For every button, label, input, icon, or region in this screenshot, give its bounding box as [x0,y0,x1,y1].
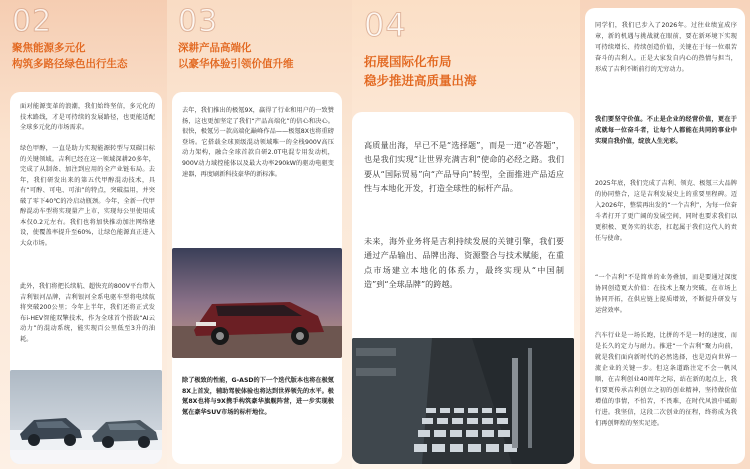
paragraph: 此外，我们将把长续航、超快充的800V平台带入吉利银河品牌，吉利银河全系电驱车型将电续航将突破200公里；今年上半年，我们还将正式发布i-HEV智能双擎技术，作为全球首个搭载“AI云动力”的混动系统，能实现百公里低至3升的油耗。 [20,283,155,343]
section-03-header [167,0,352,88]
section-04-card [352,112,574,464]
section-04-header [352,0,580,88]
section-title-line2: 以豪华体验引领价值升维 [178,58,294,70]
paragraph: 高质量出海，早已不是“选择题”，而是一道“必答题”，也是我们实现“让世界充满吉利”使命的必经之路。我们要从“国际贸易”向“产品导向”转型，全面推进产品适应性与本地化开发，打造全球性的标杆产品。 [364,140,564,193]
section-title-line1: 深耕产品高端化 [178,42,252,54]
paragraph: 2025年底，我们完成了吉利、领克、极氪三大品牌的协同整合，这是吉利发展史上的重要里程碑。迈入2026年，整装再出发的“一个吉利”，为每一位奋斗者打开了更广阔的发展空间，同时也要求我们以更积极、更务实的状态，扛起属于我们这代人的责任与使命。 [595,180,737,242]
paragraph: 去年，我们推出的极氪9X，赢得了行业和用户的一致赞扬，这也更加坚定了我们“产品高端化”的信心和决心。很快，极氪另一款高端化巅峰作品——极氪8X也将重磅登场。它搭载全球顶级混动领域唯一的全栈900V高压动力架构，融合全球首款自研2.0T电混专用发动机，900V动力域控能体以及最大功率290kW的驱动电驱变速器，再度刷新科技豪华的新标准。 [182,107,334,178]
section-02-card [10,92,162,464]
closing-letter-card [585,8,745,464]
paragraph-bold: 我们要坚守价值。不止是企业的经营价值，更在于成就每一位奋斗者，让每个人都能在共同的事业中实现自我价值，绽放人生光彩。 [595,116,737,145]
paragraph: 面对能源变革的浪潮，我们始终坚信，多元化的技术路线，才是可持续的发展路径，也更能适配全球多元化的市场需求。 [20,103,155,131]
zeekr-9x-photo [172,248,342,358]
section-title-line2: 稳步推进高质量出海 [364,73,477,88]
section-title-line2: 构筑多路径绿色出行生态 [12,58,128,70]
paragraph: 未来，海外业务将是吉利持续发展的关键引擎，我们要通过产品输出、品牌出海、资源整合与技术赋能，在重点市场建立本地化的体系力，最终实现从“中国制造”到“全球品牌”的跨越。 [364,236,564,289]
paragraph: 汽车行业是一场长跑，比拼的不是一时的速度，而是长久的定力与耐力。推进“一个吉利”聚力向前，就是我们面向新时代的必然选择，也是迈向世界一流企业的关键一步。但这条道路注定不会一帆风顺，在吉利创业40周年之际，站在新的起点上，我们要更传承吉利创立之初的创业精神，坚持做价值增值的事情，不怕苦，不畏难，在时代风浪中砥砺行进。我坚信，这段二次创业的征程，终将成为我们再创辉煌的坚实足迹。 [595,332,737,427]
paragraph: 绿色甲醇，一直是助力实现能源转型与双碳目标的关键领域。吉利已经在这一领域深耕20多年，完成了从制备、加注到应用的全产业链布局。去年，我们研发出来的第五代甲醇混动技术，具有“可醇、可电、可油”的特点，突破温用，并突破了零下40℃的冷启动瓶颈。今年，全新一代甲醇混动车型将实现量产上市，实现每公里使用成本仅0.2元左右。我们也将加快推动加注网络建设，使覆盖率提升至60%，让绿色能源真正进入大众市场。 [20,145,155,247]
paragraph-bold: 除了极致的性能，G-ASD的下一个迭代版本也将在极氪8X上首发，辅助驾驶体验也将达到世界领先的水平。极氪8X也将与9X携手构筑豪华旗舰阵营，进一步实现极氪在豪华SUV市场的标杆地位。 [182,377,334,416]
section-number: 04 [364,6,407,44]
section-title-line1: 聚焦能源多元化 [12,42,86,54]
car-carrier-deck-photo [352,338,574,464]
section-title-line1: 拓展国际化布局 [364,54,452,69]
section-number: 02 [12,4,53,39]
paragraph: “一个吉利”不是简单的业务叠加，而是要通过深度协同创造更大价值：在技术上聚力突破，在市场上协同开拓，在供应链上提质增效，不断提升研发与运营效率。 [595,274,737,314]
snow-suv-photo [10,370,162,464]
section-03-card [172,92,342,464]
section-02-header [0,0,167,88]
section-number: 03 [178,4,219,39]
paragraph: 同学们，我们已步入了2026年。过往业绩宣成序章，新的机遇与挑战就在眼前，要在新环境下实现可持续增长、持续创造价值，关键在于每一位艰苦奋斗的吉利人。正是大家发自内心的热情与担当，形成了吉利不断前行的无穷动力。 [595,22,737,73]
